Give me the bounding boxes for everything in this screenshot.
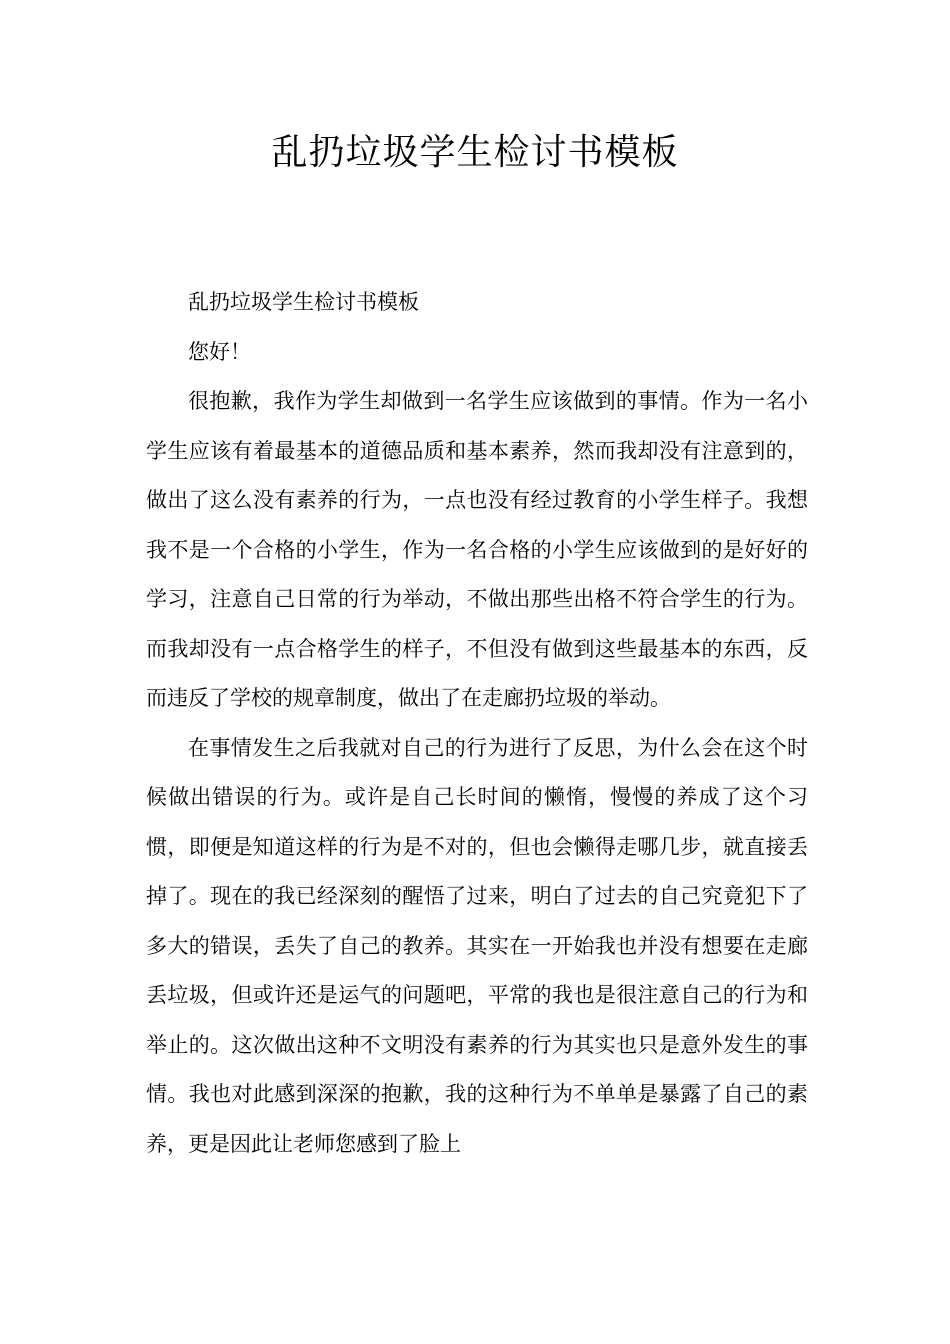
document-title: 乱扔垃圾学生检讨书模板 (271, 132, 679, 173)
document-body (146, 278, 808, 1169)
paragraph-heading: 乱扔垃圾学生检讨书模板 (188, 290, 419, 314)
paragraph-greeting: 您好！ (188, 339, 251, 364)
paragraph-apology: 很抱歉，我作为学生却做到一名学生应该做到的事情。作为一名小学生应该有着最基本的道德品质和基本素养，然而我却没有注意到的，做出了这么没有素养的行为，一点也没有经过教育的小学生样子。我想我不是一个合格的小学生，作为一名合格的小学生应该做到的是好好的学习，注意自己日常的行为举动，不做出那些出格不符合学生的行为。而我却没有一点合格学生的样子，不但没有做到这些最基本的东西，反而违反了学校的规章制度，做出了在走廊扔垃圾的举动。 (146, 389, 808, 710)
paragraph-reflection: 在事情发生之后我就对自己的行为进行了反思，为什么会在这个时候做出错误的行为。或许是自己长时间的懒惰，慢慢的养成了这个习惯，即便是知道这样的行为是不对的，但也会懒得走哪几步，就直接丢掉了。现在的我已经深刻的醒悟了过来，明白了过去的自己究竟犯下了多大的错误，丢失了自己的教养。其实在一开始我也并没有想要在走廊丢垃圾，但或许还是运气的问题吧，平常的我也是很注意自己的行为和举止的。这次做出这种不文明没有素养的行为其实也只是意外发生的事情。我也对此感到深深的抱歉，我的这种行为不单单是暴露了自己的素养，更是因此让老师您感到了脸上 (146, 735, 808, 1156)
